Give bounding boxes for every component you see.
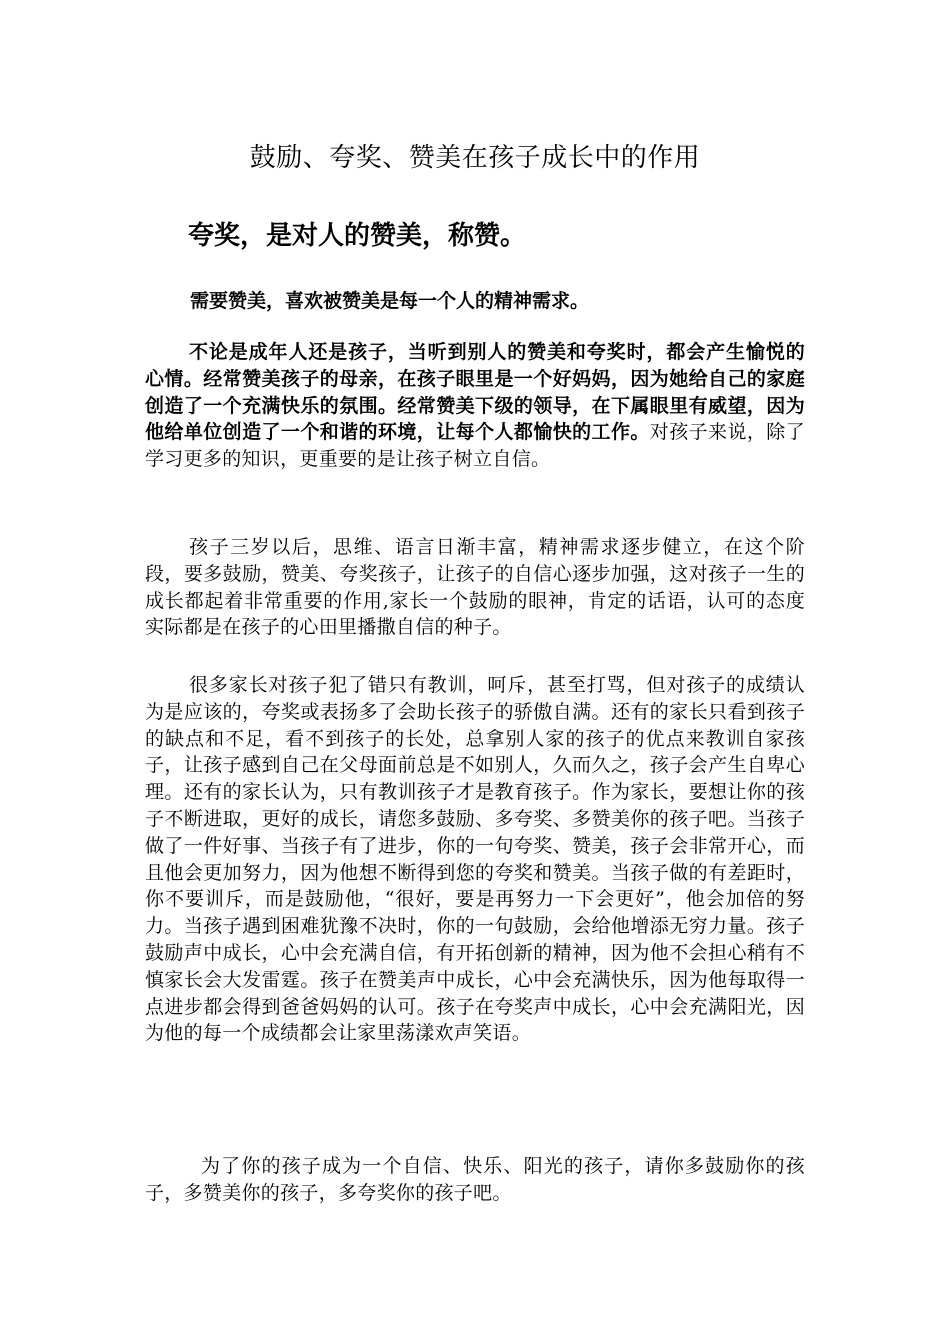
document-title: 鼓励、夸奖、赞美在孩子成长中的作用 xyxy=(249,143,701,173)
document-subtitle: 夸奖，是对人的赞美，称赞。 xyxy=(188,221,527,251)
paragraph-4: 为了你的孩子成为一个自信、快乐、阳光的孩子，请你多鼓励你的孩子，多赞美你的孩子，多夸奖你的孩子吧。 xyxy=(145,1155,805,1204)
lead-sentence: 需要赞美，喜欢被赞美是每一个人的精神需求。 xyxy=(190,290,590,312)
paragraph-1 xyxy=(145,339,805,473)
paragraph-1-normal-text: 对孩子来说，除了学习更多的知识，更重要的是让孩子树立自信。 xyxy=(145,421,805,471)
paragraph-2: 孩子三岁以后，思维、语言日渐丰富，精神需求逐步健立，在这个阶段，要多鼓励，赞美、夸奖孩子，让孩子的自信心逐步加强，这对孩子一生的成长都起着非常重要的作用,家长一个鼓励的眼神，肯定的话语，认可的态度实际都是在孩子的心田里播撒自信的种子。 xyxy=(145,536,805,639)
paragraph-1-bold-text: 不论是成年人还是孩子，当听到别人的赞美和夸奖时，都会产生愉悦的心情。经常赞美孩子的母亲，在孩子眼里是一个好妈妈，因为她给自己的家庭创造了一个充满快乐的氛围。经常赞美下级的领导，在下属眼里有威望，因为他给单位创造了一个和谐的环境，让每个人都愉快的工作。 xyxy=(145,341,805,444)
paragraph-3: 很多家长对孩子犯了错只有教训，呵斥，甚至打骂，但对孩子的成绩认为是应该的，夸奖或表扬多了会助长孩子的骄傲自满。还有的家长只看到孩子的缺点和不足，看不到孩子的长处，总拿别人家的孩子的优点来教训自家孩子，让孩子感到自己在父母面前总是不如别人，久而久之，孩子会产生自卑心理。还有的家长认为，只有教训孩子才是教育孩子。作为家长，要想让你的孩子不断进取，更好的成长，请您多鼓励、多夸奖、多赞美你的孩子吧。当孩子做了一件好事、当孩子有了进步，你的一句夸奖、赞美，孩子会非常开心，而且他会更加努力，因为他想不断得到您的夸奖和赞美。当孩子做的有差距时，你不要训斥，而是鼓励他，“很好，要是再努力一下会更好”，他会加倍的努力。当孩子遇到困难犹豫不决时，你的一句鼓励，会给他增添无穷力量。孩子鼓励声中成长，心中会充满自信，有开拓创新的精神，因为他不会担心稍有不慎家长会大发雷霆。孩子在赞美声中成长，心中会充满快乐，因为他每取得一点进步都会得到爸爸妈妈的认可。孩子在夸奖声中成长，心中会充满阳光，因为他的每一个成绩都会让家里荡漾欢声笑语。 xyxy=(145,674,805,1045)
